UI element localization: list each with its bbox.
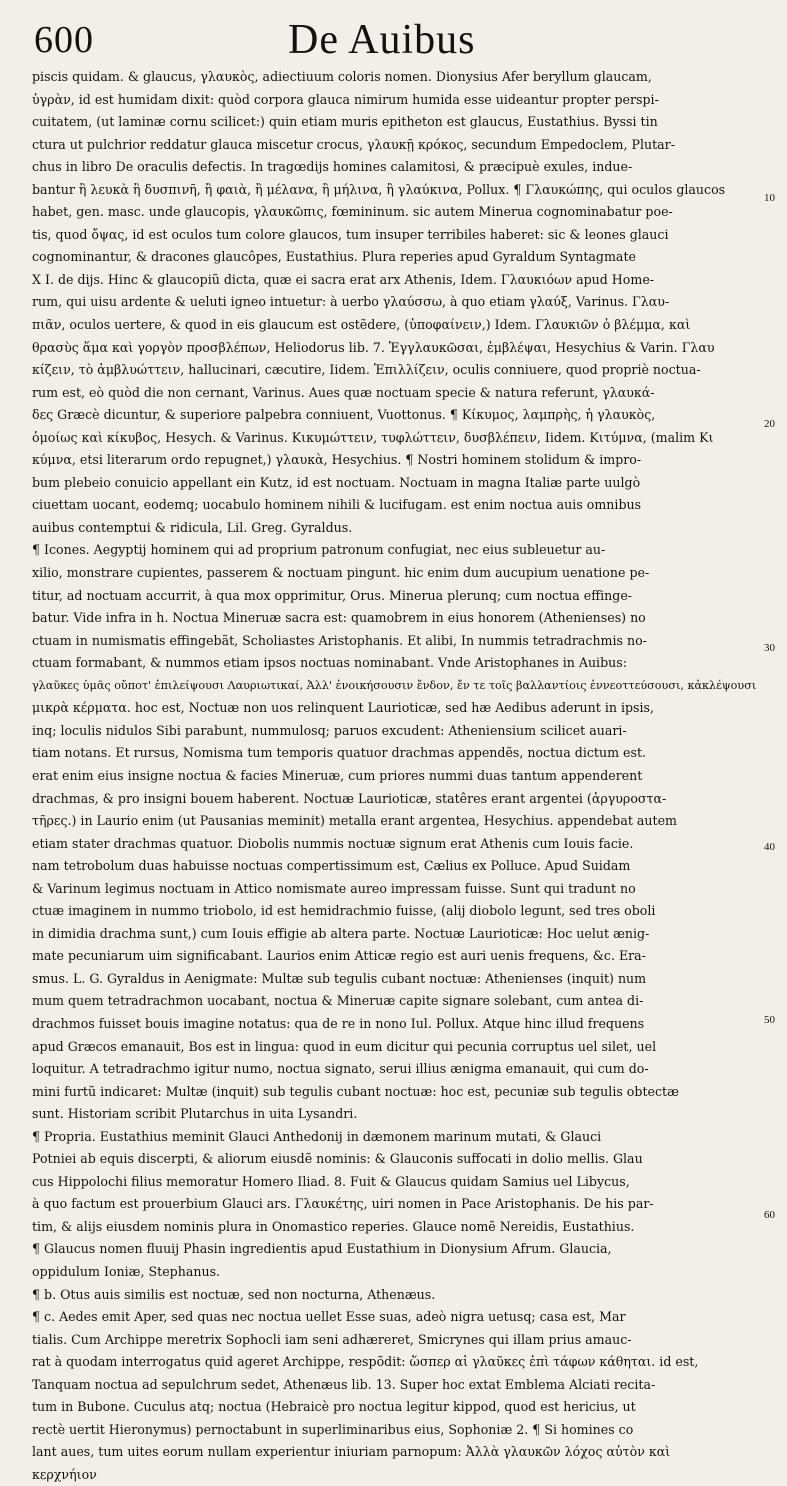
text-line: bantur ἢ λευκὰ ἢ δυσπινῆ, ἢ φαιὰ, ἢ μέλανα, ἢ μήλινα, ἢ γλαύκινα, Pollux. ¶ Γλαυκώπης, qui oculos glaucos bbox=[32, 181, 726, 197]
text-line: auibus contemptui & ridicula, Lil. Greg. Gyraldus. bbox=[32, 519, 353, 535]
text-line: smus. L. G. Gyraldus in Aenigmate: Multæ sub tegulis cubant noctuæ: Athenienses (inquit) num bbox=[32, 970, 647, 986]
text-line: mum quem tetradrachmon uocabant, noctua & Mineruæ capite signare solebant, cum antea di- bbox=[32, 993, 644, 1009]
text-line: chus in libro De oraculis defectis. In tragœdijs homines calamitosi, & præcipuè exules, indue- bbox=[32, 159, 633, 175]
text-line: ctuam formabant, & nummos etiam ipsos noctuas nominabant. Vnde Aristophanes in Auibus: bbox=[32, 655, 627, 671]
text-line: drachmos fuisset bouis imagine notatus: qua de re in nono Iul. Pollux. Atque hinc illud frequens bbox=[32, 1015, 645, 1031]
text-line: rectè uertit Hieronymus) pernoctabunt in superliminaribus eius, Sophoniæ 2. ¶ Si homines co bbox=[32, 1421, 634, 1437]
text-line: ὁμοίως καὶ κίκυβος, Hesych. & Varinus. Κικυμώττειν, τυφλώττειν, δυσβλέπειν, Iidem. Κιτύμνα, (malim Κι bbox=[32, 429, 714, 445]
text-line: inq; loculis nidulos Sibi parabunt, nummulosq; paruos excudent: Atheniensium scilicet auari- bbox=[32, 722, 627, 738]
text-line: mini furtũ indicaret: Multæ (inquit) sub tegulis cubant noctuæ: hoc est, pecuniæ sub tegulis obtectæ bbox=[32, 1083, 679, 1099]
text-line: ¶ b. Otus auis similis est noctuæ, sed non nocturna, Athenæus. bbox=[32, 1286, 436, 1302]
text-line: etiam stater drachmas quatuor. Diobolis nummis noctuæ signum erat Athenis cum Iouis facie. bbox=[32, 835, 634, 851]
text-line: ctuæ imaginem in nummo triobolo, id est hemidrachmio fuisse, (alij diobolo legunt, sed tres oboli bbox=[32, 903, 656, 919]
text-line: piscis quidam. & glaucus, γλαυκὸς, adiectiuum coloris nomen. Dionysius Afer beryllum glaucam, bbox=[32, 69, 652, 84]
text-line: ὑγρὰν, id est humidam dixit: quòd corpora glauca nimirum humida esse uideantur propter perspi- bbox=[32, 91, 659, 107]
text-line: nam tetrobolum duas habuisse noctuas compertissimum est, Cælius ex Polluce. Apud Suidam bbox=[32, 858, 631, 874]
page-header bbox=[34, 14, 754, 64]
text-line: tiam notans. Et rursus, Nomisma tum temporis quatuor drachmas appendẽs, noctua dictum est. bbox=[32, 745, 647, 761]
page-number: 600 bbox=[34, 19, 94, 61]
text-line: Potniei ab equis discerpti, & aliorum eiusdẽ nominis: & Glauconis suffocati in dolio mellis. Glau bbox=[32, 1151, 643, 1167]
text-line: cuitatem, (ut laminæ cornu scilicet:) quin etiam muris epitheton est glaucus, Eustathius. Byssi tin bbox=[32, 114, 658, 130]
text-line: γλαῦκες ὑμᾶς οὔποτ' ἐπιλείψουσι Λαυριωτικαί, Ἀλλ' ἐνοικήσουσιν ἔνδον, ἔν τε τοῖς βαλλαντίοις ἐννεοττεύσουσι, κἀκλέψουσι bbox=[32, 678, 757, 692]
text-line: tim, & alijs eiusdem nominis plura in Onomastico reperies. Glauce nomẽ Nereidis, Eustathius. bbox=[32, 1218, 635, 1234]
text-line: κύμνα, etsi literarum ordo repugnet,) γλαυκὰ, Hesychius. ¶ Nostri hominem stolidum & impro- bbox=[32, 452, 642, 468]
text-line: oppidulum Ioniæ, Stephanus. bbox=[32, 1263, 221, 1279]
text-line: in dimidia drachma sunt,) cum Iouis effigie ab altera parte. Noctuæ Laurioticæ: Hoc uelut ænig- bbox=[32, 925, 650, 941]
text-line: μικρὰ κέρματα. hoc est, Noctuæ non uos relinquent Laurioticæ, sed hæ Aedibus aderunt in ipsis, bbox=[32, 700, 655, 716]
margin-number: 40 bbox=[764, 841, 775, 853]
text-line: κίζειν, τὸ ἀμβλυώττειν, hallucinari, cæcutire, Iidem. Ἐπιλλίζειν, oculis conniuere, quod propriè noctua- bbox=[32, 362, 701, 378]
text-line: titur, ad noctuam accurrit, à qua mox opprimitur, Orus. Minerua plerunq; cum noctua effinge- bbox=[32, 587, 633, 603]
text-line: batur. Vide infra in h. Noctua Mineruæ sacra est: quamobrem in eius honorem (Athenienses) no bbox=[32, 610, 646, 626]
text-line: ¶ Propria. Eustathius meminit Glauci Anthedonij in dæmonem marinum mutati, & Glauci bbox=[32, 1128, 602, 1144]
text-line: erat enim eius insigne noctua & facies Mineruæ, cum priores nummi duas tantum appenderent bbox=[32, 767, 643, 783]
text-line: ciuettam uocant, eodemq; uocabulo hominem nihili & lucifugam. est enim noctua auis omnibus bbox=[32, 497, 642, 513]
text-line: ¶ Icones. Aegyptij hominem qui ad proprium patronum confugiat, nec eius subleuetur au- bbox=[32, 542, 606, 558]
text-line: rum, qui uisu ardente & ueluti igneo intuetur: à uerbo γλαύσσω, à quo etiam γλαύξ, Varinus. Γλαυ- bbox=[32, 294, 670, 310]
text-line: bum plebeio conuicio appellant ein Kutz, id est noctuam. Noctuam in magna Italiæ parte uulgò bbox=[32, 474, 641, 490]
text-line: ctuam in numismatis effingebãt, Scholiastes Aristophanis. Et alibi, In nummis tetradrachmis no- bbox=[32, 632, 647, 648]
text-line: cus Hippolochi filius memoratur Homero Iliad. 8. Fuit & Glaucus quidam Samius uel Libycus, bbox=[32, 1173, 630, 1189]
text-line: à quo factum est prouerbium Glauci ars. Γλαυκέτης, uiri nomen in Pace Aristophanis. De his par- bbox=[32, 1196, 654, 1212]
text-line: rum est, eò quòd die non cernant, Varinus. Aues quæ noctuam specie & natura referunt, γλαυκά- bbox=[32, 384, 655, 400]
text-line: ¶ c. Aedes emit Aper, sed quas nec noctua uellet Esse suas, adeò nigra uetusq; casa est, Mar bbox=[32, 1309, 626, 1325]
margin-number: 50 bbox=[764, 1014, 775, 1026]
text-line: drachmas, & pro insigni bouem haberent. Noctuæ Laurioticæ, statêres erant argentei (ἀργυροστα- bbox=[32, 790, 667, 806]
text-line: xilio, monstrare cupientes, passerem & noctuam pingunt. hic enim dum aucupium uenatione pe- bbox=[32, 565, 650, 581]
text-line: sunt. Historiam scribit Plutarchus in uita Lysandri. bbox=[32, 1106, 358, 1122]
text-line: ¶ Glaucus nomen fluuij Phasin ingredientis apud Eustathium in Dionysium Afrum. Glaucia, bbox=[32, 1241, 612, 1257]
text-line: rat à quodam interrogatus quid ageret Archippe, respõdit: ὥσπερ αἱ γλαῦκες ἐπὶ τάφων κάθηται. id est, bbox=[32, 1354, 699, 1370]
text-line: lant aues, tum uites eorum nullam experientur iniuriam parnopum: Ἀλλὰ γλαυκῶν λόχος αὐτὸν καὶ bbox=[32, 1444, 671, 1460]
body-text bbox=[32, 66, 762, 1486]
text-line: loquitur. A tetradrachmo igitur numo, noctua signato, serui illius ænigma emanauit, qui cum do- bbox=[32, 1061, 649, 1077]
running-head: De Auibus bbox=[288, 17, 476, 63]
text-line: tis, quod ὄψας, id est oculos tum colore glaucos, tum insuper terribiles haberet: sic & leones glauci bbox=[32, 226, 669, 242]
text-line: tialis. Cum Archippe meretrix Sophocli iam seni adhæreret, Smicrynes qui illam prius amauc- bbox=[32, 1331, 632, 1347]
margin-number: 20 bbox=[764, 418, 775, 430]
margin-number: 30 bbox=[764, 642, 775, 654]
text-line: X I. de dijs. Hinc & glaucopiũ dicta, quæ ei sacra erat arx Athenis, Idem. Γλαυκιόων apud Home- bbox=[32, 271, 655, 287]
text-line: tum in Bubone. Cuculus atq; noctua (Hebraicè pro noctua legitur kippod, quod est hericius, ut bbox=[32, 1399, 636, 1415]
text-line: mate pecuniarum uim significabant. Laurios enim Atticæ regio est auri uenis frequens, &c. Era- bbox=[32, 948, 646, 964]
text-line: κερχνήιον bbox=[32, 1466, 97, 1482]
text-line: θρασὺς ἅμα καὶ γοργὸν προσβλέπων, Heliodorus lib. 7. Ἐγγλαυκῶσαι, ἐμβλέψαι, Hesychius & Varin. Γλαυ bbox=[32, 339, 715, 355]
text-line: πιᾶν, oculos uertere, & quod in eis glaucum est ostẽdere, (ὑποφαίνειν,) Idem. Γλαυκιῶν ὁ βλέμμα, καὶ bbox=[32, 317, 691, 333]
text-line: cognominantur, & dracones glaucôpes, Eustathius. Plura reperies apud Gyraldum Syntagmate bbox=[32, 249, 636, 265]
text-line: habet, gen. masc. unde glaucopis, γλαυκῶπις, fœmininum. sic autem Minerua cognominabatur poe- bbox=[32, 204, 673, 220]
margin-number: 60 bbox=[764, 1209, 775, 1221]
text-line: ctura ut pulchrior reddatur glauca miscetur crocus, γλαυκῇ κρόκος, secundum Empedoclem, Plutar- bbox=[32, 136, 675, 152]
text-line: Tanquam noctua ad sepulchrum sedet, Athenæus lib. 13. Super hoc extat Emblema Alciati recita- bbox=[32, 1376, 656, 1392]
text-line: τῆρες.) in Laurio enim (ut Pausanias meminit) metalla erant argentea, Hesychius. appendebat autem bbox=[32, 813, 677, 829]
margin-number: 10 bbox=[764, 192, 775, 204]
text-line: δες Græcè dicuntur, & superiore palpebra conniuent, Vuottonus. ¶ Κίκυμος, λαμπρὴς, ἡ γλαυκὸς, bbox=[32, 407, 656, 423]
margin-line-numbers bbox=[764, 66, 786, 1306]
text-line: & Varinum legimus noctuam in Attico nomismate aureo impressam fuisse. Sunt qui tradunt no bbox=[32, 880, 636, 896]
text-line: apud Græcos emanauit, Bos est in lingua: quod in eum dicitur qui pecunia corruptus uel silet, uel bbox=[32, 1038, 657, 1054]
